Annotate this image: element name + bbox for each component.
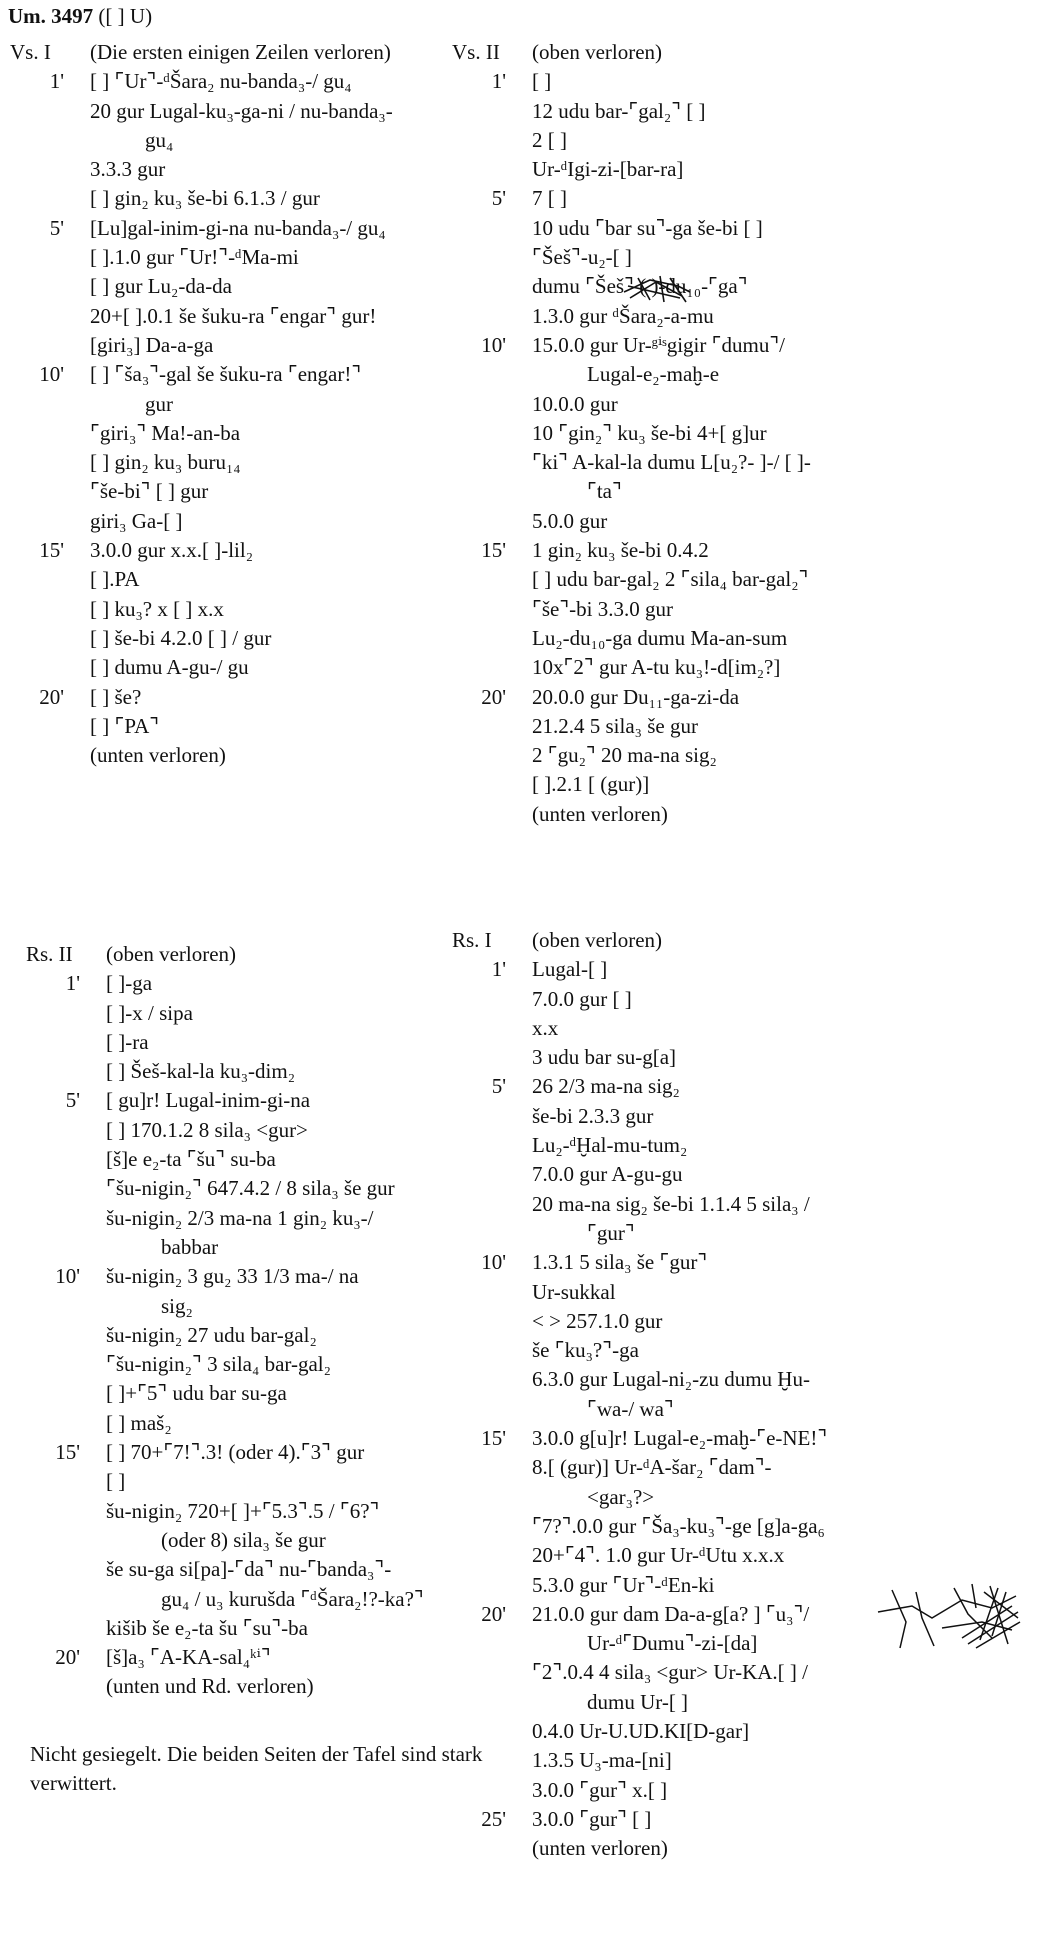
line-text: (unten verloren) [90,743,226,768]
line-number: 20' [39,684,64,709]
line-text: [Lu]gal-inim-gi-na nu-banda₃-/ gu₄ [90,215,386,240]
transliteration-line [10,155,393,184]
transliteration-line [452,741,811,770]
transliteration-line [452,1424,827,1453]
line-number: 10' [481,332,506,357]
line-number: 10' [39,362,64,387]
transliteration-line [26,1672,424,1701]
transliteration-line [452,1365,827,1394]
transliteration-line [26,969,424,998]
line-number: 20' [481,1601,506,1626]
transliteration-line [452,1805,827,1834]
line-number: 5' [65,1088,80,1113]
line-text: 3.3.3 gur [90,157,166,182]
line-text: [ ] Šeš-kal-la ku₃-dim₂ [106,1059,296,1084]
line-text: gur [145,391,173,416]
transliteration-line [10,624,393,653]
line-number: 15' [481,538,506,563]
line-text: x.x [532,1015,559,1040]
transliteration-line [452,536,811,565]
transliteration-line [26,1585,424,1614]
transliteration-line [26,1350,424,1379]
line-text: [ ] ⌜PA⌝ [90,713,160,738]
transliteration-line [452,97,811,126]
transliteration-line [10,536,393,565]
line-text: [ gu]r! Lugal-inim-gi-na [106,1088,311,1113]
line-text: (unten und Rd. verloren) [106,1674,314,1699]
line-text: ⌜wa-/ wa⌝ [587,1396,674,1421]
transliteration-line [452,477,811,506]
transliteration-line [452,390,811,419]
line-text: dumu ⌜Šeš⌝ ( )-du₁₀-⌜ga⌝ [532,274,748,299]
document-title [8,4,152,29]
transliteration-line [10,126,393,155]
line-number: 1' [491,69,506,94]
transliteration-line [10,448,393,477]
line-text: ⌜še-bi⌝ [ ] gur [90,479,209,504]
transliteration-line [452,683,811,712]
transliteration-line [452,1395,827,1424]
line-text: (unten verloren) [532,1836,668,1861]
transliteration-line [26,1526,424,1555]
transliteration-line [26,1145,424,1174]
transliteration-line [452,1190,827,1219]
line-text: [ ]-ra [106,1029,149,1054]
line-text: 3.0.0 gur x.x.[ ]-lil₂ [90,538,254,563]
transliteration-line [10,507,393,536]
line-number: 20' [55,1645,80,1670]
transliteration-line [26,1467,424,1496]
transliteration-line [452,800,811,829]
line-text: ⌜7?⌝.0.0 gur ⌜Ša₃-ku₃⌝-ge [g]a-ga₆ [532,1513,825,1538]
transliteration-line [452,985,827,1014]
transliteration-line [10,390,393,419]
transliteration-line [452,955,827,984]
transliteration-line [452,184,811,213]
line-text: [ ] udu bar-gal₂ 2 ⌜sila₄ bar-gal₂⌝ [532,567,809,592]
line-text: 21.2.4 5 sila₃ še gur [532,713,698,738]
transliteration-line [452,155,811,184]
column-heading-text: (oben verloren) [532,40,663,64]
tablet-number: Um. 3497 [8,4,94,28]
line-text: šu-nigin₂ 720+[ ]+⌜5.3⌝.5 / ⌜6?⌝ [106,1498,380,1523]
transliteration-line [452,624,811,653]
transliteration-line [26,1409,424,1438]
damaged-sign-drawing-reverse [872,1578,1022,1654]
line-number: 1' [49,69,64,94]
line-text: 15.0.0 gur Ur-ᵍⁱˢgigir ⌜dumu⌝/ [532,332,785,357]
line-text: [ ]+⌜5⌝ udu bar su-ga [106,1381,287,1406]
line-number: 25' [481,1806,506,1831]
line-text: [ ] 170.1.2 8 sila₃ <gur> [106,1117,308,1142]
transliteration-line [10,243,393,272]
transliteration-line [26,1321,424,1350]
line-text: šu-nigin₂ 27 udu bar-gal₂ [106,1322,317,1347]
line-text: 0.4.0 Ur-U.UD.KI[D-gar] [532,1719,750,1744]
line-text: [ ] gin₂ ku₃ še-bi 6.1.3 / gur [90,186,320,211]
line-text: (unten verloren) [532,801,668,826]
line-text: Ur-ᵈ⌜Dumu⌝-zi-[da] [587,1631,758,1656]
transliteration-line [452,1248,827,1277]
line-text: giri₃ Ga-[ ] [90,508,183,533]
line-text: 3 udu bar su-g[a] [532,1045,677,1070]
column-heading [26,940,424,969]
transliteration-line [26,1292,424,1321]
line-text: 2 ⌜gu₂⌝ 20 ma-na sig₂ [532,743,717,768]
line-number: 10' [481,1250,506,1275]
transliteration-line [26,999,424,1028]
line-text: ⌜šu-nigin₂⌝ 3 sila₄ bar-gal₂ [106,1352,331,1377]
transliteration-line [452,214,811,243]
transliteration-line [10,302,393,331]
line-text: 1.3.0 gur ᵈŠara₂-a-mu [532,303,714,328]
line-text: 8.[ (gur)] Ur-ᵈA-šar₂ ⌜dam⌝- [532,1455,772,1480]
line-number: 5' [491,1074,506,1099]
transliteration-line [10,683,393,712]
transliteration-line [452,1043,827,1072]
transliteration-line [452,1571,827,1600]
line-text: 3.0.0 g[u]r! Lugal-e₂-maḫ-⌜e-NE!⌝ [532,1426,828,1451]
line-number: 15' [481,1426,506,1451]
transliteration-line [452,1278,827,1307]
line-text: ⌜še⌝-bi 3.3.0 gur [532,596,674,621]
line-text: [ ] še-bi 4.2.0 [ ] / gur [90,625,272,650]
line-text: [ ] gin₂ ku₃ buru₁₄ [90,450,241,475]
line-text: [š]a₃ ⌜A-KA-sal₄ᵏⁱ⌝ [106,1645,271,1670]
line-number: 10' [55,1264,80,1289]
line-number: 5' [491,186,506,211]
line-text: Ur-ᵈIgi-zi-[bar-ra] [532,157,684,182]
transliteration-line [10,272,393,301]
column-rs1 [452,926,827,1864]
transliteration-line [452,1746,827,1775]
transliteration-line [26,1643,424,1672]
transliteration-line [452,1014,827,1043]
line-text: [ ] ku₃? x [ ] x.x [90,596,224,621]
transliteration-line [452,331,811,360]
line-text: gu₄ [145,127,174,152]
transliteration-line [452,595,811,624]
line-text: 26 2/3 ma-na sig₂ [532,1074,680,1099]
line-text: < > 257.1.0 gur [532,1308,663,1333]
line-number: 1' [65,971,80,996]
transliteration-line [452,712,811,741]
line-text: še-bi 2.3.3 gur [532,1103,654,1128]
transliteration-line [26,1028,424,1057]
line-text: ⌜giri₃⌝ Ma!-an-ba [90,420,241,445]
transliteration-line [452,1541,827,1570]
column-label: Vs. I [10,40,51,64]
line-text: 10.0.0 gur [532,391,618,416]
line-text: 7.0.0 gur A-gu-gu [532,1162,683,1187]
column-heading [452,926,827,955]
transliteration-line [452,1160,827,1189]
line-text: 10 udu ⌜bar su⌝-ga še-bi [ ] [532,215,763,240]
transliteration-line [10,331,393,360]
transliteration-line [452,243,811,272]
transliteration-line [26,1497,424,1526]
transliteration-line [10,184,393,213]
line-text: [ ] dumu A-gu-/ gu [90,655,249,680]
transliteration-line [26,1555,424,1584]
line-text: ⌜gur⌝ [587,1220,635,1245]
line-text: [ ] ⌜Ur⌝-ᵈŠara₂ nu-banda₃-/ gu₄ [90,69,352,94]
line-text: kišib še e₂-ta šu ⌜su⌝-ba [106,1615,308,1640]
line-text: 20+⌜4⌝. 1.0 gur Ur-ᵈUtu x.x.x [532,1543,785,1568]
transliteration-line [10,712,393,741]
transliteration-line [452,1102,827,1131]
line-text: 1.3.1 5 sila₃ še ⌜gur⌝ [532,1250,708,1275]
transliteration-line [26,1116,424,1145]
column-vs1 [10,38,393,770]
line-text: 6.3.0 gur Lugal-ni₂-zu dumu Ḫu- [532,1367,810,1392]
transliteration-line [26,1086,424,1115]
transliteration-line [452,1629,827,1658]
tablet-subtitle: ([ ] U) [93,4,153,28]
transliteration-line [452,1453,827,1482]
line-number: 5' [49,215,64,240]
line-text: šu-nigin₂ 2/3 ma-na 1 gin₂ ku₃-/ [106,1205,374,1230]
transliteration-line [10,360,393,389]
transliteration-line [26,1233,424,1262]
line-text: 10 ⌜gin₂⌝ ku₃ še-bi 4+[ g]ur [532,420,767,445]
transliteration-line [452,1072,827,1101]
line-text: 5.0.0 gur [532,508,608,533]
transliteration-line [452,1336,827,1365]
transliteration-line [452,1688,827,1717]
transliteration-line [26,1262,424,1291]
column-heading-text: (oben verloren) [532,928,663,952]
line-text: [ ] [532,69,552,94]
line-text: šu-nigin₂ 3 gu₂ 33 1/3 ma-/ na [106,1264,359,1289]
transliteration-line [26,1204,424,1233]
line-text: [ ] [106,1469,126,1494]
transliteration-line [26,1614,424,1643]
transliteration-line [10,741,393,770]
transliteration-line [10,67,393,96]
line-text: 5.3.0 gur ⌜Ur⌝-ᵈEn-ki [532,1572,715,1597]
transliteration-line [452,1717,827,1746]
transliteration-line [452,770,811,799]
line-text: 1 gin₂ ku₃ še-bi 0.4.2 [532,538,709,563]
line-text: [ ].1.0 gur ⌜Ur!⌝-ᵈMa-mi [90,245,299,270]
transliteration-line [26,1438,424,1467]
line-text: [ ].2.1 [ (gur)] [532,772,650,797]
line-text: 1.3.5 U₃-ma-[ni] [532,1748,672,1773]
line-text: 7 [ ] [532,186,567,211]
transliteration-line [452,565,811,594]
line-text: 21.0.0 gur dam Da-a-g[a? ] ⌜u₃⌝/ [532,1601,810,1626]
line-text: 20 ma-na sig₂ še-bi 1.1.4 5 sila₃ / [532,1191,810,1216]
line-text: ⌜Šeš⌝-u₂-[ ] [532,245,632,270]
transliteration-line [10,97,393,126]
transliteration-line [452,126,811,155]
transliteration-line [26,1379,424,1408]
transliteration-line [452,1219,827,1248]
transliteration-line [452,448,811,477]
line-text: dumu Ur-[ ] [587,1689,689,1714]
transliteration-line [10,214,393,243]
transliteration-line [10,565,393,594]
line-text: <gar₃?> [587,1484,655,1509]
transliteration-line [452,1600,827,1629]
column-label: Rs. II [26,942,73,966]
line-text: sig₂ [161,1293,193,1318]
transliteration-line [452,1776,827,1805]
transliteration-line [10,419,393,448]
line-text: ⌜šu-nigin₂⌝ 647.4.2 / 8 sila₃ še gur [106,1176,395,1201]
column-label: Vs. II [452,40,500,64]
line-text: ⌜ki⌝ A-kal-la dumu L[u₂?- ]-/ [ ]- [532,450,811,475]
line-text: Lugal-[ ] [532,957,608,982]
tablet-note: Nicht gesiegelt. Die beiden Seiten der Tafel sind stark verwittert. [30,1742,483,1795]
column-rs2 [26,940,424,1702]
line-text: [ ] še? [90,684,142,709]
transliteration-line [10,477,393,506]
transliteration-line [452,302,811,331]
line-text: 10x⌜2⌝ gur A-tu ku₃!-d[im₂?] [532,655,781,680]
line-text: [ ] maš₂ [106,1410,172,1435]
line-text: 2 [ ] [532,127,567,152]
line-number: 15' [39,538,64,563]
line-text: [ ]-ga [106,971,153,996]
transliteration-line [452,1131,827,1160]
line-text: babbar [161,1234,219,1259]
transliteration-line [26,1174,424,1203]
damaged-sign-drawing-obverse [620,272,694,306]
line-text: Ur-sukkal [532,1279,616,1304]
column-label: Rs. I [452,928,492,952]
line-text: še ⌜ku₃?⌝-ga [532,1338,639,1363]
transliteration-line [452,1834,827,1863]
transliteration-line [10,595,393,624]
line-text: 7.0.0 gur [ ] [532,986,632,1011]
line-text: [ ]-x / sipa [106,1000,193,1025]
transliteration-line [452,360,811,389]
line-text: 20+[ ].0.1 še šuku-ra ⌜engar⌝ gur! [90,303,377,328]
transliteration-line [452,419,811,448]
line-text: Lu₂-ᵈḪal-mu-tum₂ [532,1133,688,1158]
transliteration-line [26,1057,424,1086]
line-text: [ ] gur Lu₂-da-da [90,274,233,299]
line-text: ⌜2⌝.0.4 4 sila₃ <gur> Ur-KA.[ ] / [532,1660,808,1685]
transliteration-line [452,67,811,96]
line-text: 3.0.0 ⌜gur⌝ [ ] [532,1806,652,1831]
line-text: še su-ga si[pa]-⌜da⌝ nu-⌜banda₃⌝- [106,1557,392,1582]
line-text: [ ] ⌜ša₃⌝-gal še šuku-ra ⌜engar!⌝ [90,362,362,387]
line-number: 1' [491,957,506,982]
line-text: 20.0.0 gur Du₁₁-ga-zi-da [532,684,740,709]
transliteration-line [452,1658,827,1687]
transliteration-line [452,1512,827,1541]
line-text: Lu₂-du₁₀-ga dumu Ma-an-sum [532,625,788,650]
column-vs2 [452,38,811,829]
transliteration-line [10,653,393,682]
column-heading-text: (oben verloren) [106,942,237,966]
line-text: 20 gur Lugal-ku₃-ga-ni / nu-banda₃- [90,98,393,123]
line-text: (oder 8) sila₃ še gur [161,1527,326,1552]
column-heading [452,38,811,67]
line-text: ⌜ta⌝ [587,479,622,504]
line-text: [giri₃] Da-a-ga [90,332,214,357]
transliteration-line [452,1483,827,1512]
line-text: [ ] 70+⌜7!⌝.3! (oder 4).⌜3⌝ gur [106,1440,365,1465]
line-number: 20' [481,684,506,709]
line-text: [š]e e₂-ta ⌜šu⌝ su-ba [106,1147,276,1172]
line-text: 12 udu bar-⌜gal₂⌝ [ ] [532,98,706,123]
line-text: gu₄ / u₃ kurušda ⌜ᵈŠara₂!?-ka?⌝ [161,1586,424,1611]
column-heading-text: (Die ersten einigen Zeilen verloren) [90,40,391,64]
transliteration-line [452,1307,827,1336]
line-text: [ ].PA [90,567,140,592]
column-heading [10,38,393,67]
transliteration-line [452,653,811,682]
line-number: 15' [55,1440,80,1465]
transliteration-line [452,507,811,536]
line-text: Lugal-e₂-maḫ-e [587,362,720,387]
line-text: 3.0.0 ⌜gur⌝ x.[ ] [532,1777,668,1802]
